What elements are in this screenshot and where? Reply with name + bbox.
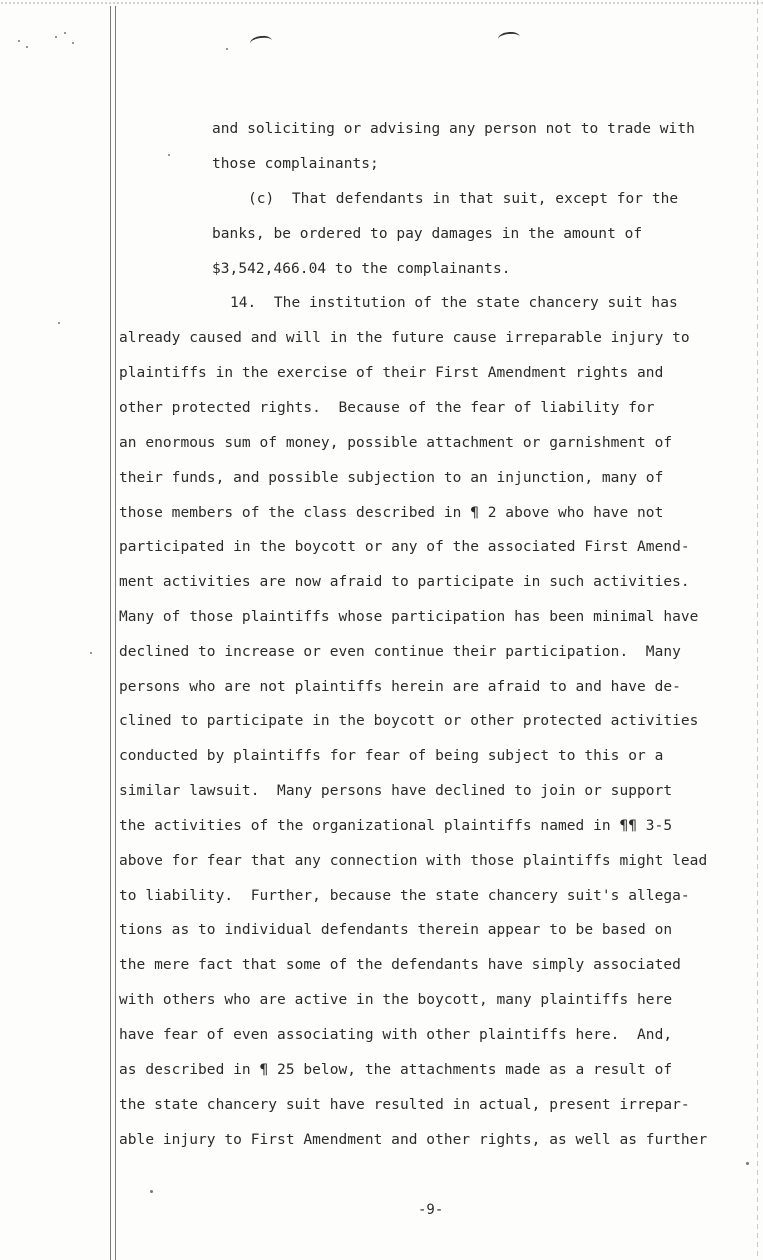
text-line: similar lawsuit. Many persons have declined to join or support [119,783,673,799]
text-line: other protected rights. Because of the fear of liability for [119,400,655,416]
scan-speck [168,154,170,156]
text-line: as described in ¶ 25 below, the attachments made as a result of [119,1062,673,1078]
text-line: Many of those plaintiffs whose participation has been minimal have [119,609,699,625]
scan-speck [64,32,66,34]
scan-speck [150,1190,153,1193]
text-line: persons who are not plaintiffs herein are afraid to and have de- [119,679,681,695]
text-line: and soliciting or advising any person not to trade with [212,121,695,137]
scan-speck [58,322,60,324]
text-line: an enormous sum of money, possible attachment or garnishment of [119,435,673,451]
text-line: the activities of the organizational plaintiffs named in ¶¶ 3-5 [119,818,673,834]
scan-speck [55,36,57,38]
scan-speck [90,652,92,654]
scan-speck [26,46,28,48]
text-line: those complainants; [212,156,379,172]
text-line: already caused and will in the future cause irreparable injury to [119,330,690,346]
text-line: above for fear that any connection with those plaintiffs might lead [119,853,708,869]
left-margin-rule-inner [115,6,116,1260]
text-line: their funds, and possible subjection to an injunction, many of [119,470,664,486]
page-number: -9- [418,1202,444,1218]
text-line: banks, be ordered to pay damages in the amount of [212,226,643,242]
text-line: $3,542,466.04 to the complainants. [212,261,511,277]
text-line: the state chancery suit have resulted in actual, present irrepar- [119,1097,690,1113]
text-line: plaintiffs in the exercise of their First Amendment rights and [119,365,664,381]
text-line: ment activities are now afraid to participate in such activities. [119,574,690,590]
right-edge-rule [757,0,758,1260]
scan-mark [497,31,520,45]
text-line: conducted by plaintiffs for fear of being subject to this or a [119,748,664,764]
text-line: (c) That defendants in that suit, except for the [248,191,679,207]
scan-mark [249,35,272,50]
text-line: able injury to First Amendment and other rights, as well as further [119,1132,708,1148]
scan-speck [18,40,20,42]
text-line: declined to increase or even continue their participation. Many [119,644,681,660]
text-line: tions as to individual defendants therein appear to be based on [119,922,673,938]
text-line: have fear of even associating with other plaintiffs here. And, [119,1027,673,1043]
text-line: participated in the boycott or any of the associated First Amend- [119,539,690,555]
text-line: with others who are active in the boycott, many plaintiffs here [119,992,673,1008]
scan-speck [226,48,228,50]
scan-speck [746,1162,749,1165]
left-margin-rule [110,6,111,1260]
text-line: clined to participate in the boycott or other protected activities [119,713,699,729]
text-line: those members of the class described in ¶ 2 above who have not [119,505,664,521]
text-line: 14. The institution of the state chancery suit has [230,295,678,311]
text-line: to liability. Further, because the state chancery suit's allega- [119,888,690,904]
text-line: the mere fact that some of the defendants have simply associated [119,957,681,973]
scan-speck [72,42,74,44]
